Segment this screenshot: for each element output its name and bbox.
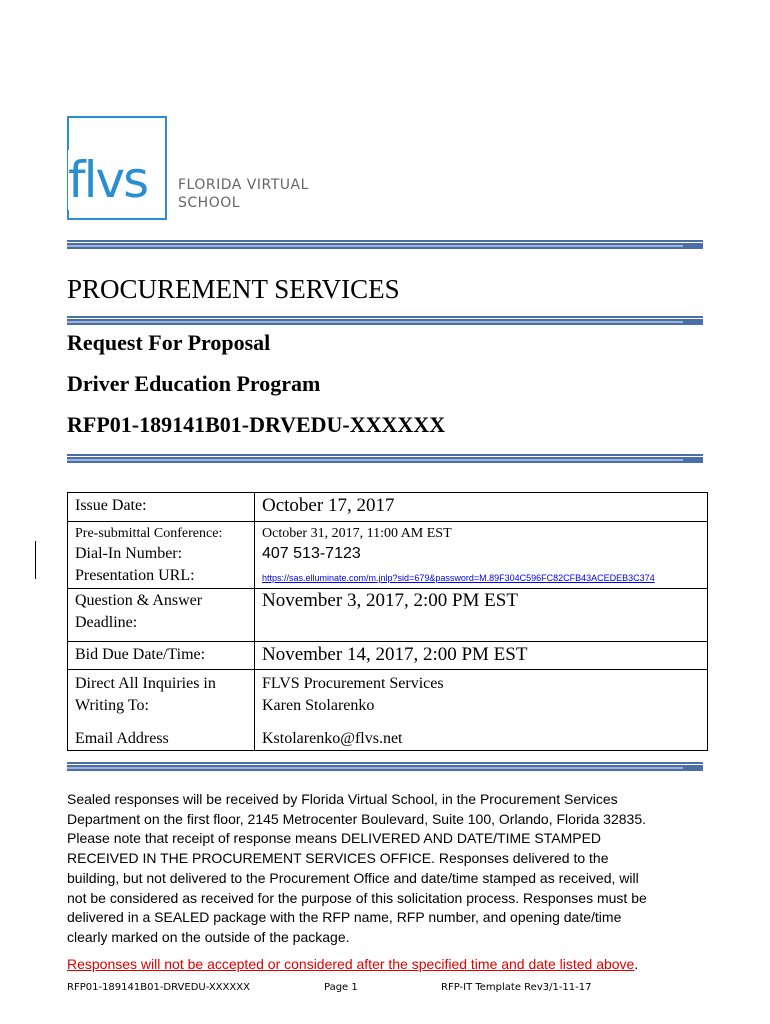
- paragraph-line: Sealed responses will be received by Florida Virtual School, in the Procurement Services: [67, 791, 618, 807]
- footer-page-number: Page 1: [324, 982, 358, 993]
- paragraph-line: Please note that receipt of response means DELIVERED AND DATE/TIME STAMPED: [67, 830, 602, 847]
- warning-text: Responses will not be accepted or considered after the specified time and date listed above: [67, 956, 635, 972]
- paragraph-line: not be considered as received for the purpose of this solicitation process. Responses must be: [67, 889, 647, 906]
- rfp-number: RFP01-189141B01-DRVEDU-XXXXXX: [67, 412, 446, 437]
- submission-instructions: [67, 790, 703, 948]
- url-label: Presentation URL:: [75, 567, 195, 584]
- presubmittal-value: October 31, 2017, 11:00 AM EST: [262, 526, 452, 541]
- email-label: Email Address: [75, 730, 169, 747]
- inquiries-label-line-1: Direct All Inquiries in: [75, 675, 216, 692]
- inquiries-label-line-2: Writing To:: [75, 697, 149, 714]
- paragraph-line: building, but not delivered to the Procurement Office and date/time stamped as received, will: [67, 869, 639, 886]
- divider-rule: [67, 454, 703, 463]
- presubmittal-label: Pre-submittal Conference:: [75, 526, 223, 541]
- bid-due-value: November 14, 2017, 2:00 PM EST: [262, 644, 528, 665]
- divider-rule: [67, 762, 703, 771]
- late-response-warning: [67, 955, 638, 973]
- qa-deadline-value: November 3, 2017, 2:00 PM EST: [262, 590, 518, 611]
- paragraph-line: RECEIVED IN THE PROCUREMENT SERVICES OFFICE. Responses delivered to the: [67, 850, 609, 867]
- rfp-info-table: [67, 492, 708, 751]
- presentation-url-link[interactable]: https://sas.elluminate.com/m.jnlp?sid=679&password=M.89F304C596FC82CFB43ACEDEB3C374: [262, 573, 655, 583]
- text-cursor: [35, 541, 36, 579]
- department-title: PROCUREMENT SERVICES: [67, 274, 400, 304]
- flvs-logo: flvs: [68, 151, 148, 209]
- inquiries-value-line-1: FLVS Procurement Services: [262, 675, 444, 692]
- bid-due-label: Bid Due Date/Time:: [75, 646, 206, 663]
- issue-date-label: Issue Date:: [75, 497, 147, 514]
- footer-doc-id: RFP01-189141B01-DRVEDU-XXXXXX: [67, 982, 250, 993]
- qa-label-line-2: Deadline:: [75, 614, 138, 631]
- paragraph-line: delivered in a SEALED package with the RFP name, RFP number, and opening date/time: [67, 909, 622, 926]
- logo-wordmark: [178, 176, 309, 212]
- qa-label-line-1: Question & Answer: [75, 592, 203, 609]
- paragraph-line: Department on the first floor, 2145 Metrocenter Boulevard, Suite 100, Orlando, Florida 32835.: [67, 810, 646, 827]
- divider-rule: [67, 316, 703, 325]
- paragraph-line: clearly marked on the outside of the package.: [67, 928, 350, 945]
- warning-period: .: [634, 956, 639, 972]
- rfp-program: Driver Education Program: [67, 371, 321, 396]
- issue-date-value: October 17, 2017: [262, 495, 395, 516]
- inquiries-value-line-2: Karen Stolarenko: [262, 697, 375, 714]
- email-value: Kstolarenko@flvs.net: [262, 730, 403, 747]
- divider-rule: [67, 240, 703, 249]
- logo-line-2: SCHOOL: [178, 195, 241, 211]
- dialin-label: Dial-In Number:: [75, 545, 183, 562]
- dialin-value: 407 513-7123: [262, 545, 361, 562]
- rfp-type: Request For Proposal: [67, 330, 271, 355]
- logo-line-1: FLORIDA VIRTUAL: [178, 177, 309, 193]
- footer-template: RFP-IT Template Rev3/1-11-17: [441, 982, 592, 993]
